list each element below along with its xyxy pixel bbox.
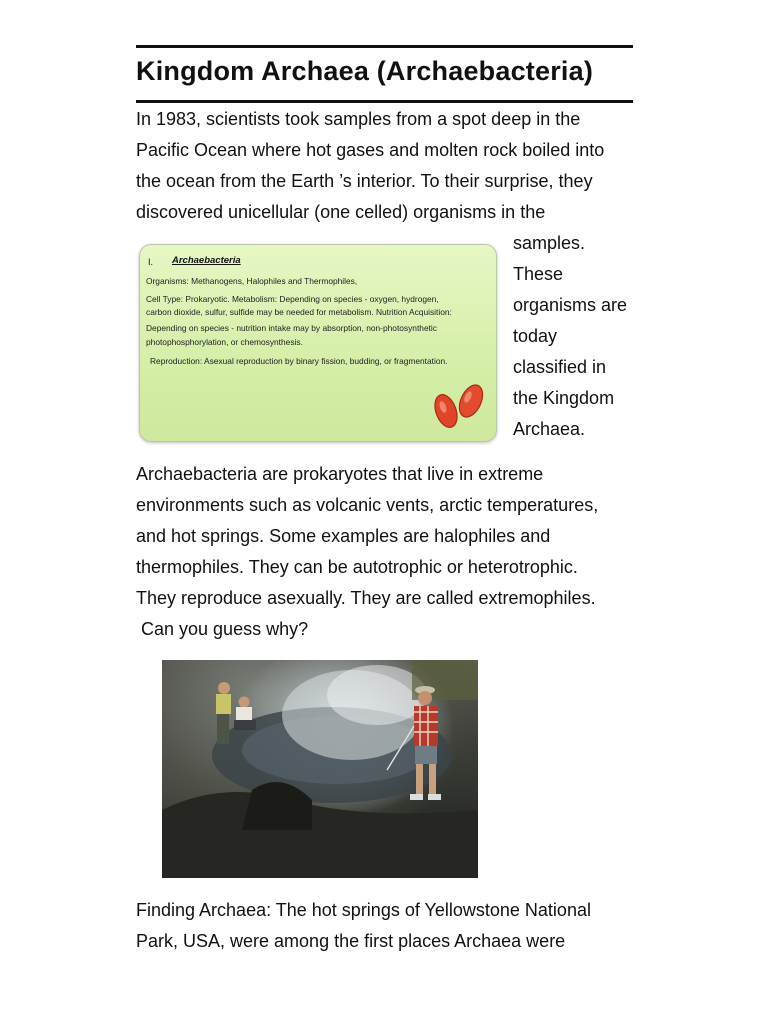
info-card-heading: Archaebacteria: [172, 255, 241, 266]
page-title: Kingdom Archaea (Archaebacteria): [136, 56, 594, 86]
body-line: thermophiles. They can be autotrophic or heterotrophic.: [136, 557, 578, 577]
intro-side-line: These: [513, 264, 564, 284]
body-line: Can you guess why?: [136, 619, 309, 639]
title-underline: [136, 100, 633, 103]
archaebacteria-info-card: [139, 244, 497, 442]
intro-side-line: today: [513, 326, 558, 346]
body-line: They reproduce asexually. They are called extremophiles.: [136, 588, 596, 608]
yellowstone-hot-spring-photo: [162, 660, 478, 878]
body-line: and hot springs. Some examples are halophiles and: [136, 526, 551, 546]
intro-side-line: organisms are: [513, 295, 628, 315]
top-rule: [136, 45, 633, 48]
intro-side-text: [513, 228, 627, 445]
intro-side-line: Archaea.: [513, 419, 586, 439]
body-line: Archaebacteria are prokaryotes that live in extreme: [136, 464, 544, 484]
body-line: environments such as volcanic vents, arctic temperatures,: [136, 495, 599, 515]
intro-side-line: samples.: [513, 233, 586, 253]
intro-line: discovered unicellular (one celled) organisms in the: [136, 202, 546, 222]
intro-side-line: the Kingdom: [513, 388, 615, 408]
info-card-line: carbon dioxide, sulfur, sulfide may be needed for metabolism. Nutrition Acquisition:: [146, 307, 452, 317]
info-card-line: photophosphorylation, or chemosynthesis.: [146, 337, 303, 347]
intro-paragraph: [136, 104, 604, 228]
intro-line: the ocean from the Earth ’s interior. To their surprise, they: [136, 171, 593, 191]
body-paragraph: [136, 459, 598, 645]
caption-line: Park, USA, were among the first places Archaea were: [136, 931, 566, 951]
info-card-reproduction: Reproduction: Asexual reproduction by binary fission, budding, or fragmentation.: [150, 356, 448, 366]
intro-line: In 1983, scientists took samples from a spot deep in the: [136, 109, 581, 129]
archaea-cells-illustration: [426, 379, 490, 437]
caption-line: Finding Archaea: The hot springs of Yellowstone National: [136, 900, 591, 920]
photo-caption: [136, 895, 591, 957]
info-card-number: I.: [148, 257, 154, 267]
archaea-cell: [455, 381, 487, 420]
info-card-line: Cell Type: Prokaryotic. Metabolism: Depending on species - oxygen, hydrogen,: [146, 294, 439, 304]
intro-side-line: classified in: [513, 357, 607, 377]
intro-line: Pacific Ocean where hot gases and molten rock boiled into: [136, 140, 605, 160]
info-card-line: Organisms: Methanogens, Halophiles and Thermophiles,: [146, 276, 358, 286]
info-card-line: Depending on species - nutrition intake may by absorption, non-photosynthetic: [146, 323, 437, 333]
